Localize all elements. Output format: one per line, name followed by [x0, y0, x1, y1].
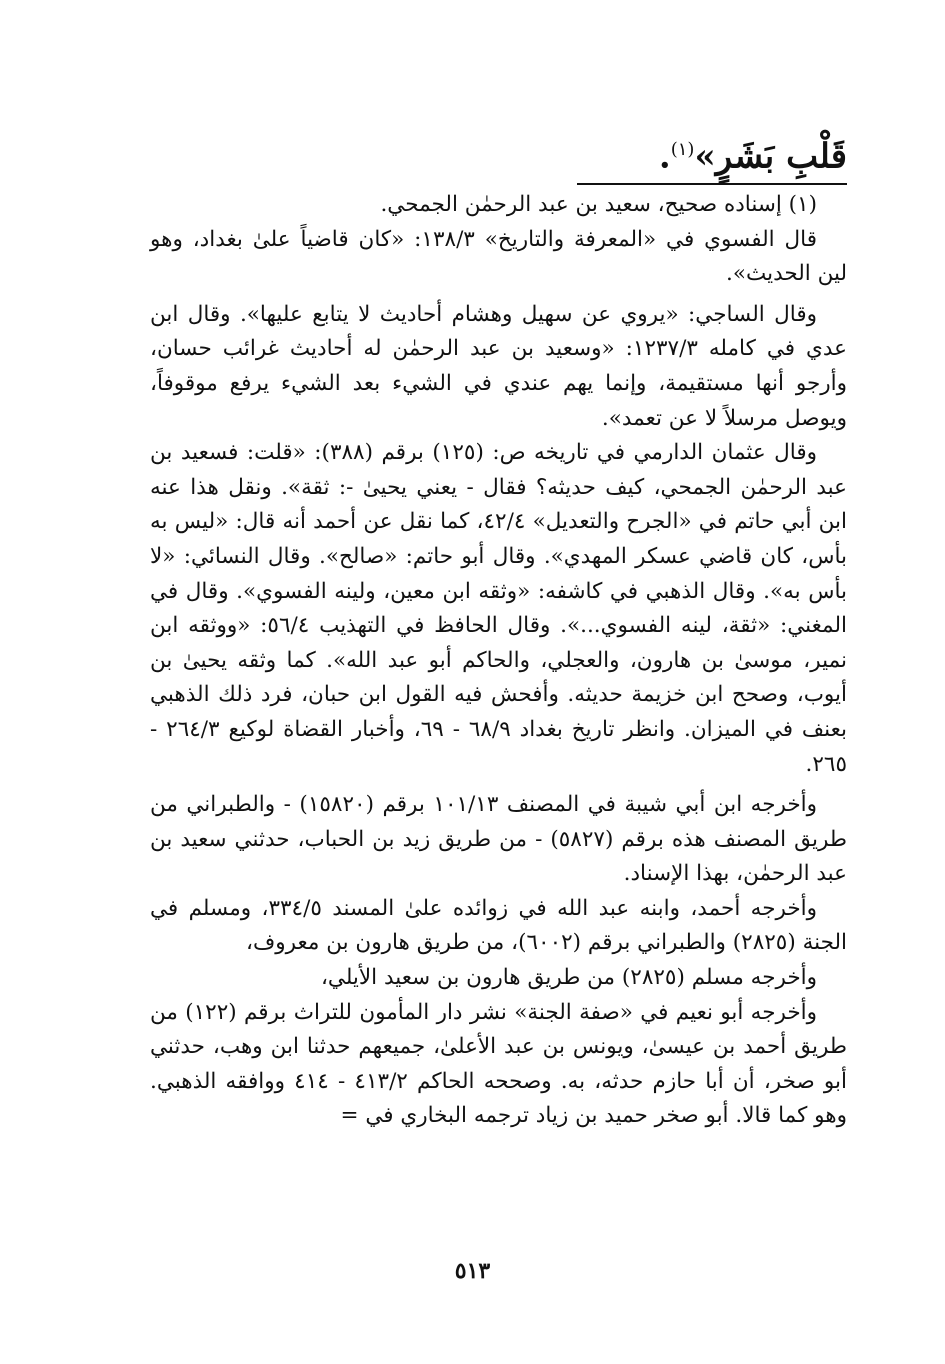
footnote-paragraph-4: وقال عثمان الدارمي في تاريخه ص: (١٢٥) برقم (٣٨٨): «قلت: فسعيد بن عبد الرحمٰن الجمحي، كيف حديثه؟ فقال - يعني يحيىٰ -: ثقة». ونقل هذا عنه ابن أبي حاتم في «الجرح والتعديل» ٤٢/٤، كما نقل عن أحمد أنه قال: «ليس به بأس، كان قاضي عسكر المهدي». وقال أبو حاتم: «صالح». وقال النسائي: «لا بأس به». وقال الذهبي في كاشفه: «وثقه ابن معين، ولينه الفسوي». وقال في المغني: «ثقة، لينه الفسوي...». وقال الحافظ في التهذيب ٥٦/٤: «ووثقه ابن نمير، موسىٰ بن هارون، والعجلي، والحاكم أبو عبد الله». كما وثقه يحيىٰ بن أيوب، وصحح ابن خزيمة حديثه. وأفحش فيه القول ابن حبان، فرد ذلك الذهبي بعنف في الميزان. وانظر تاريخ بغداد ٦٨/٩ - ٦٩، وأخبار القضاة لوكيع ٢٦٤/٣ - ٢٦٥. — [150, 440, 847, 777]
footnote-paragraph-8: وأخرجه أبو نعيم في «صفة الجنة» نشر دار المأمون للتراث برقم (١٢٢) من طريق أحمد بن عيسىٰ، ويونس بن عبد الأعلىٰ، جميعهم حدثنا ابن وهب، حدثني أبو صخر، أن أبا حازم حدثه، به. وصححه الحاكم ٤١٣/٢ - ٤١٤ ووافقه الذهبي. وهو كما قالا. أبو صخر حميد بن زياد ترجمه البخاري في = — [150, 999, 847, 1129]
footnote-paragraph-1: (١) إسناده صحيح، سعيد بن عبد الرحمٰن الجمحي. — [380, 192, 817, 217]
page-number: ٥١٣ — [454, 1258, 491, 1284]
heading-end-mark: . — [658, 136, 671, 177]
footnote-paragraph-6: وأخرجه أحمد، وابنه عبد الله في زوائده علىٰ المسند ٣٣٤/٥، ومسلم في الجنة (٢٨٢٥) والطبراني برقم (٦٠٠٢)، من طريق هارون بن معروف، — [150, 895, 847, 956]
footnote-paragraph-7: وأخرجه مسلم (٢٨٢٥) من طريق هارون بن سعيد الأيلي، — [320, 965, 817, 991]
footnote-block — [150, 188, 847, 1134]
heading-text: قَلْبِ بَشَرٍ» — [694, 136, 847, 177]
footnote-paragraph-3: وقال الساجي: «يروي عن سهيل وهشام أحاديث لا يتابع عليها». وقال ابن عدي في كامله ١٢٣٧/٣: «وسعيد بن عبد الرحمٰن له أحاديث غرائب حسان، وأرجو أنها مستقيمة، وإنما يهم عندي في الشيء بعد الشيء يرفع موقوفاً، ويوصل مرسلاً لا عن تعمد». — [150, 301, 847, 431]
footnote-separator-rule — [577, 183, 847, 185]
footnote-paragraph-2: قال الفسوي في «المعرفة والتاريخ» ١٣٨/٣: «كان قاضياً علىٰ بغداد، وهو لين الحديث». — [150, 226, 847, 287]
footnote-paragraph-5: وأخرجه ابن أبي شيبة في المصنف ١٠١/١٣ برقم (١٥٨٢٠) - والطبراني من طريق المصنف هذه برقم (٥٨٢٧) - من طريق زيد بن الحباب، حدثني سعيد بن عبد الرحمٰن، بهذا الإسناد. — [150, 792, 847, 887]
verse-ending-heading — [659, 128, 847, 178]
footnote-reference: (١) — [670, 139, 695, 160]
